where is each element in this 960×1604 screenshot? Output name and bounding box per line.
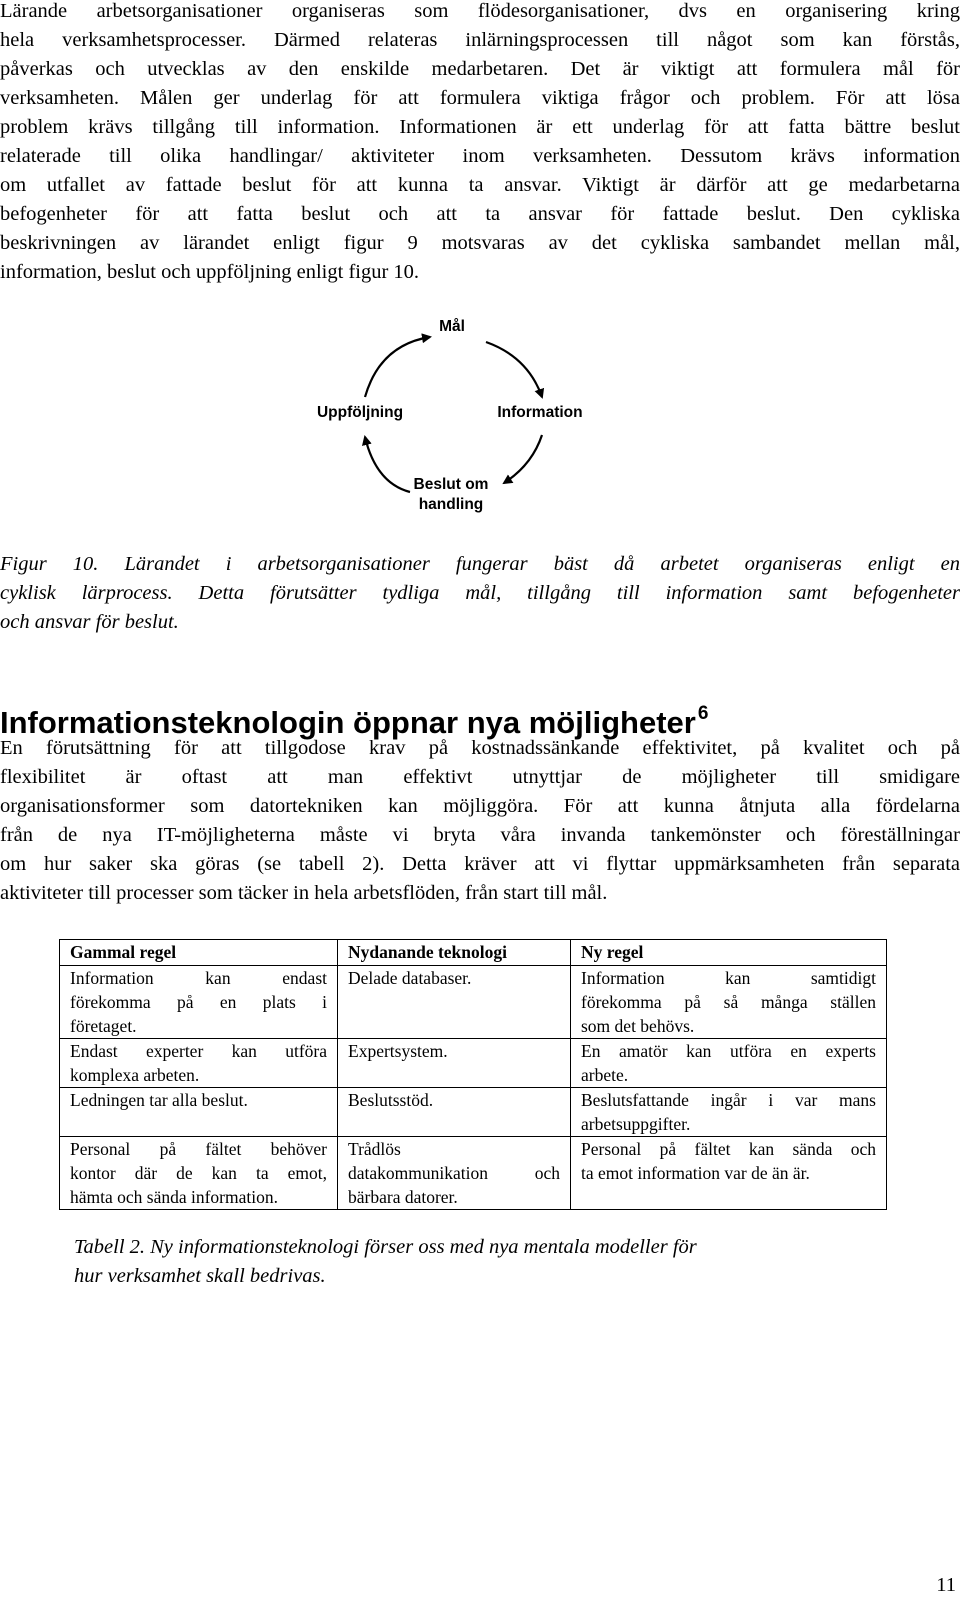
text-line: aktiviteter till processer som täcker in hela arbetsflöden, från start till mål. [0, 882, 608, 904]
node-information: Information [497, 404, 583, 421]
cycle-diagram [310, 315, 630, 530]
cell-line: Beslutsfattande ingår i var mans [581, 1090, 876, 1110]
column-header: Gammal regel [60, 940, 338, 966]
arrow-information-to-decision [504, 435, 542, 483]
arrow-decision-to-followup [365, 437, 410, 492]
text-line: information, beslut och uppföljning enligt figur 10. [0, 261, 420, 283]
table-cell [60, 1039, 338, 1088]
text-line: beskrivningen av lärandet enligt figur 9 motsvaras av det cykliska sambandet mellan mål, [0, 232, 960, 254]
table-cell [60, 1088, 338, 1137]
cell-line: En amatör kan utföra en experts [581, 1041, 876, 1061]
table-cell [571, 1039, 887, 1088]
cell-line: Endast experter kan utföra [70, 1041, 327, 1061]
cell-line: Information kan endast [70, 968, 327, 988]
table-row [60, 1088, 887, 1137]
table-cell [338, 1039, 571, 1088]
cell-line: bärbara datorer. [348, 1187, 458, 1207]
text-line: från de nya IT-möjligheterna måste vi bryta våra invanda tankemönster och föreställningar [0, 824, 960, 846]
text-line: relaterade till olika handlingar/ aktiviteter inom verksamheten. Dessutom krävs information [0, 145, 960, 167]
arrow-goal-to-information [486, 342, 542, 397]
body-paragraph-1 [0, 0, 960, 287]
cell-line: komplexa arbeten. [70, 1065, 200, 1085]
text-line: problem krävs tillgång till information. Informationen är ett underlag för att fatta bättre beslut [0, 116, 960, 138]
table-header-row [60, 940, 887, 966]
cell-line: arbetsuppgifter. [581, 1114, 691, 1134]
caption-line: cyklisk lärprocess. Detta förutsätter tydliga mål, tillgång till information samt befogenheter [0, 582, 960, 604]
comparison-table [59, 939, 887, 1210]
cell-line: hämta och sända information. [70, 1187, 278, 1207]
text-line: befogenheter för att fatta beslut och att ta ansvar för fattade beslut. Den cykliska [0, 203, 960, 225]
cell-line: Expertsystem. [348, 1041, 448, 1061]
node-decision-line1: Beslut om [413, 476, 489, 493]
node-decision-line2: handling [418, 496, 484, 513]
cell-line: Information kan samtidigt [581, 968, 876, 988]
cell-line: företaget. [70, 1016, 137, 1036]
table-cell [60, 1137, 338, 1210]
section-heading-text: Informationsteknologin öppnar nya möjligheter [0, 705, 696, 740]
text-line: flexibilitet är oftast att man effektivt utnyttjar de möjligheter till smidigare [0, 766, 960, 788]
table-row [60, 1137, 887, 1210]
cell-line: Beslutsstöd. [348, 1090, 434, 1110]
cell-line: kontor där de kan ta emot, [70, 1163, 327, 1183]
page-number: 11 [936, 1574, 956, 1596]
table-cell [60, 966, 338, 1039]
text-line: verksamheten. Målen ger underlag för att formulera viktiga frågor och problem. För att lösa [0, 87, 960, 109]
arrow-followup-to-goal [365, 337, 430, 397]
column-header: Ny regel [571, 940, 887, 966]
caption-line: Figur 10. Lärandet i arbetsorganisationer fungerar bäst då arbetet organiseras enligt en [0, 553, 960, 575]
caption-line: och ansvar för beslut. [0, 611, 179, 633]
caption-line: hur verksamhet skall bedrivas. [74, 1265, 326, 1287]
caption-line: Tabell 2. Ny informationsteknologi förser oss med nya mentala modeller för [74, 1236, 697, 1258]
text-line: påverkas och utvecklas av den enskilde medarbetaren. Det är viktigt att formulera mål för [0, 58, 960, 80]
column-header: Nydanande teknologi [338, 940, 571, 966]
table-caption [74, 1233, 870, 1291]
table-cell [338, 966, 571, 1039]
table-row [60, 966, 887, 1039]
text-line: om utfallet av fattade beslut för att kunna ta ansvar. Viktigt är därför att ge medarbetarna [0, 174, 960, 196]
table-cell [571, 1088, 887, 1137]
cell-line: Ledningen tar alla beslut. [70, 1090, 248, 1110]
cell-line: datakommunikation och [348, 1163, 560, 1183]
cell-line: förekomma på så många ställen [581, 992, 876, 1012]
cell-line: förekomma på en plats i [70, 992, 327, 1012]
cell-line: Personal på fältet kan sända och [581, 1139, 876, 1159]
table-cell [338, 1088, 571, 1137]
table-cell [571, 966, 887, 1039]
node-followup: Uppföljning [316, 404, 404, 421]
cell-line: ta emot information var de än är. [581, 1163, 810, 1183]
table-cell [338, 1137, 571, 1210]
cell-line: som det behövs. [581, 1016, 695, 1036]
footnote-marker: 6 [697, 703, 709, 724]
figure-caption [0, 550, 960, 637]
node-goal: Mål [439, 318, 465, 335]
cell-line: Trådlös [348, 1139, 401, 1159]
table-cell [571, 1137, 887, 1210]
text-line: En förutsättning för att tillgodose krav på kostnadssänkande effektivitet, på kvalitet och på [0, 737, 960, 759]
text-line: hela verksamhetsprocesser. Därmed relateras inlärningsprocessen till något som kan förstås, [0, 29, 960, 51]
table-body [60, 966, 887, 1210]
body-paragraph-2 [0, 734, 960, 908]
cell-line: Delade databaser. [348, 968, 472, 988]
cell-line: arbete. [581, 1065, 629, 1085]
text-line: om hur saker ska göras (se tabell 2). Detta kräver att vi flyttar uppmärksamheten från separata [0, 853, 960, 875]
text-line: organisationsformer som datortekniken kan möjliggöra. För att kunna åtnjuta alla fördelarna [0, 795, 960, 817]
cell-line: Personal på fältet behöver [70, 1139, 327, 1159]
node-decision [406, 475, 496, 515]
text-line: Lärande arbetsorganisationer organiseras som flödesorganisationer, dvs en organisering kring [0, 0, 960, 22]
table-row [60, 1039, 887, 1088]
